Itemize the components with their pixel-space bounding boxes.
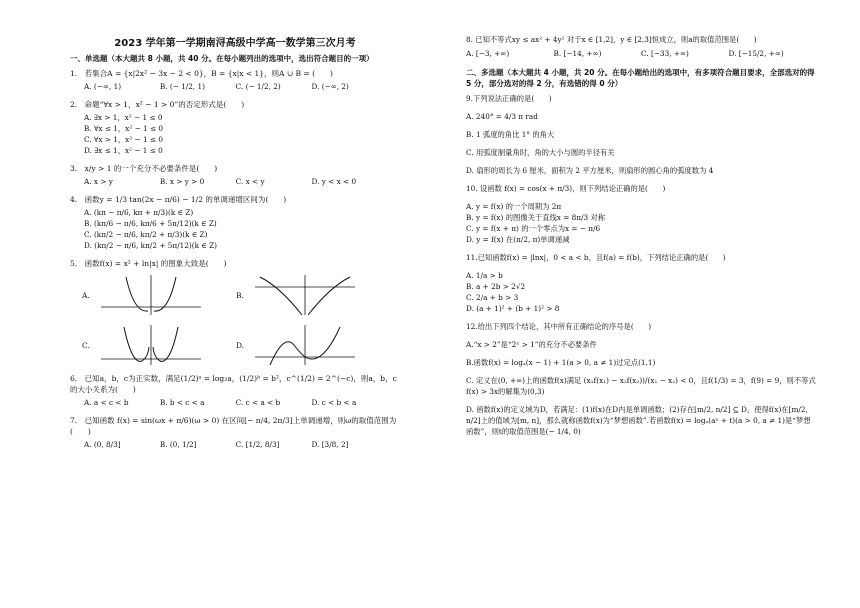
question-5 <box>70 258 400 367</box>
option-a: A. (−∞, 1) <box>84 82 122 91</box>
q10-stem: 10. 设函数 f(x) = cos(x + π/3)，则下列结论正确的是( ) <box>466 184 666 193</box>
q1-options <box>84 81 400 92</box>
option-c: C. 2/a + b > 3 <box>466 293 519 302</box>
option-b: B. (0, 1/2] <box>159 440 197 449</box>
q12-statement-c: C. 定义在(0, +∞)上的函数f(x)满足 (x₁f(x₁) − x₂f(x₂))/(x₁ − x₂) < 0，且f(1/3) = 3，f(9) = 9，则不等式f(x) > 3x的解集为(0,3) <box>466 376 816 396</box>
option-d: D. [−15/2, +∞) <box>728 49 784 58</box>
option-a: A. (0, 8/3] <box>84 440 121 449</box>
graph-option-c <box>82 323 228 367</box>
graph-label: A. <box>82 290 90 300</box>
option-c: C. ∀x > 1，x² − 1 ≤ 0 <box>84 135 164 144</box>
q7-options <box>84 439 400 450</box>
q8-options <box>466 48 816 59</box>
option-b: B. (− 1/2, 1) <box>159 82 205 91</box>
option-b: B. y = f(x) 的图像关于直线x = 8π/3 对称 <box>466 213 606 222</box>
q12-statement-d: D. 函数f(x)的定义域为D，若满足：(1)f(x)在D内是单调函数；(2)存在[m/2, n/2] ⊆ D，使得f(x)在[m/2, n/2]上的值域为[m, n]，那么就称函数f(x)为“梦想函数”.若函数f(x) = logₐ(aˣ + t)(a > 0, a ≠ 1)是“梦想函数”，则t的取值范围是(− 1/4, 0) <box>466 405 811 436</box>
option-d: D. y < x < 0 <box>311 177 357 186</box>
q9-stem: 9.下列说法正确的是( ) <box>466 94 552 103</box>
option-a: A. y = f(x) 的一个周期为 2π <box>466 202 562 211</box>
option-b: B. b < c < a <box>159 398 205 407</box>
question-2 <box>70 99 400 156</box>
option-d: D. [3/8, 2] <box>311 440 349 449</box>
q5-graph-options <box>82 273 382 367</box>
option-a: A. (kπ − π/6, kπ + π/3)(k ∈ Z) <box>84 208 194 217</box>
q3-stem: 3. x/y > 1 的一个充分不必要条件是( ) <box>70 164 218 173</box>
graph-a-plot <box>96 273 206 317</box>
question-7 <box>70 415 400 450</box>
q5-stem: 5. 函数f(x) = x² + ln|x| 的图象大致是( ) <box>70 259 227 268</box>
option-a: A. x > y <box>84 177 113 186</box>
option-d: D. c < b < a <box>311 398 357 407</box>
option-b: B. a + 2b > 2√2 <box>466 282 526 291</box>
q9-option-b: B. 1 弧度的角比 1° 的角大 <box>466 130 555 139</box>
q6-stem: 6. 已知a，b，c为正实数，满足(1/2)ᵃ = log₂a，(1/2)ᵇ = b²，c^(1/2) = 2^(−c)，则a，b，c的大小关系为( ) <box>70 374 397 394</box>
question-1 <box>70 68 400 92</box>
option-c: C. y = f(x + π) 的一个零点为x = − π/6 <box>466 224 601 233</box>
q1-stem: 1. 若集合A = {x|2x² − 3x − 2 < 0}，B = {x|x < 1}，则A ∪ B = ( ) <box>70 69 333 78</box>
graph-option-b <box>236 273 382 317</box>
graph-b-plot <box>250 273 360 317</box>
left-column <box>70 34 400 457</box>
option-a: A. a < c < b <box>84 398 129 407</box>
option-b: B. [−14, +∞) <box>553 49 602 58</box>
q11-options <box>466 270 816 314</box>
q4-options <box>84 207 400 251</box>
option-d: D. y = f(x) 在(π/2, π)单调递减 <box>466 235 570 244</box>
graph-c-plot <box>96 323 206 367</box>
option-a: A. [−3, +∞) <box>466 49 510 58</box>
q12-statement-a: A.“x > 2”是“2ˣ > 1”的充分不必要条件 <box>466 340 597 349</box>
q12-statement-b: B.函数f(x) = logₐ(x − 1) + 1(a > 0, a ≠ 1)过定点(1,1) <box>466 358 656 367</box>
q2-stem: 2. 命题“∀x > 1，x² − 1 > 0”的否定形式是( ) <box>70 100 245 109</box>
option-d: D. ∃x ≤ 1，x² − 1 ≤ 0 <box>84 146 163 155</box>
question-4 <box>70 194 400 251</box>
q3-options <box>84 176 400 187</box>
q10-options <box>466 201 816 245</box>
option-d: D. (a + 1)² + (b + 1)² > 8 <box>466 304 560 313</box>
question-6 <box>70 373 400 408</box>
graph-label: B. <box>236 290 244 300</box>
option-d: D. (kπ/2 − π/6, kπ/2 + 5π/12)(k ∈ Z) <box>84 241 218 250</box>
q11-stem: 11.已知函数f(x) = |lnx|，0 < a < b，且f(a) = f(b)，下列结论正确的是( ) <box>466 253 726 262</box>
option-b: B. (kπ/6 − π/6, kπ/6 + 5π/12)(k ∈ Z) <box>84 219 217 228</box>
option-c: C. [−33, +∞) <box>641 49 689 58</box>
option-c: C. (− 1/2, 2) <box>235 82 281 91</box>
graph-option-a <box>82 273 228 317</box>
option-c: C. [1/2, 8/3] <box>235 440 280 449</box>
option-a: A. 1/a > b <box>466 271 503 280</box>
q7-stem: 7. 已知函数 f(x) = sin(ωx + π/6)(ω > 0) 在区间[− π/4, 2π/3]上单调递增，则ω的取值范围为( ) <box>70 416 397 436</box>
option-c: C. c < a < b <box>235 398 281 407</box>
option-c: C. x < y <box>235 177 265 186</box>
option-d: D. (−∞, 2) <box>311 82 349 91</box>
right-column <box>466 34 816 444</box>
question-3 <box>70 163 400 187</box>
section-multi-choice: 二、多选题（本大题共 4 小题，共 20 分。在每小题给出的选项中，有多项符合题目要求，全部选对的得 5 分，部分选对的得 2 分，有选错的得 0 分） <box>466 68 815 88</box>
q12-stem: 12.给出下列四个结论，其中所有正确结论的序号是( ) <box>466 322 652 331</box>
q9-option-a: A. 240° = 4/3 π rad <box>466 112 538 121</box>
exam-title: 2023 学年第一学期南浔高级中学高一数学第三次月考 <box>114 38 356 49</box>
graph-label: D. <box>236 340 245 350</box>
graph-option-d <box>236 323 382 367</box>
option-b: B. ∀x ≤ 1，x² − 1 ≤ 0 <box>84 124 164 133</box>
q2-options <box>84 112 400 156</box>
option-b: B. x > y > 0 <box>159 177 205 186</box>
q6-options <box>84 397 400 408</box>
graph-d-plot <box>250 323 360 367</box>
q8-stem: 8. 已知不等式xy ≤ ax² + 4y² 对于x ∈ [1,2]，y ∈ [2,3]恒成立，则a的取值范围是( ) <box>466 35 757 44</box>
option-c: C. (kπ/2 − π/6, kπ/2 + π/3)(k ∈ Z) <box>84 230 208 239</box>
option-a: A. ∃x > 1，x² − 1 ≤ 0 <box>84 113 163 122</box>
graph-label: C. <box>82 340 90 350</box>
q9-option-d: D. 扇形的周长为 6 厘米，面积为 2 平方厘米，则扇形的圆心角的弧度数为 4 <box>466 166 714 175</box>
section-single-choice: 一、单选题（本大题共 8 小题，共 40 分。在每小题列出的选项中，选出符合题目的一项） <box>70 54 374 63</box>
q9-option-c: C. 用弧度制量角时，角的大小与圆的半径有关 <box>466 148 615 157</box>
q4-stem: 4. 函数y = 1/3 tan(2x − π/6) − 1/2 的单调递增区间为( ) <box>70 195 287 204</box>
